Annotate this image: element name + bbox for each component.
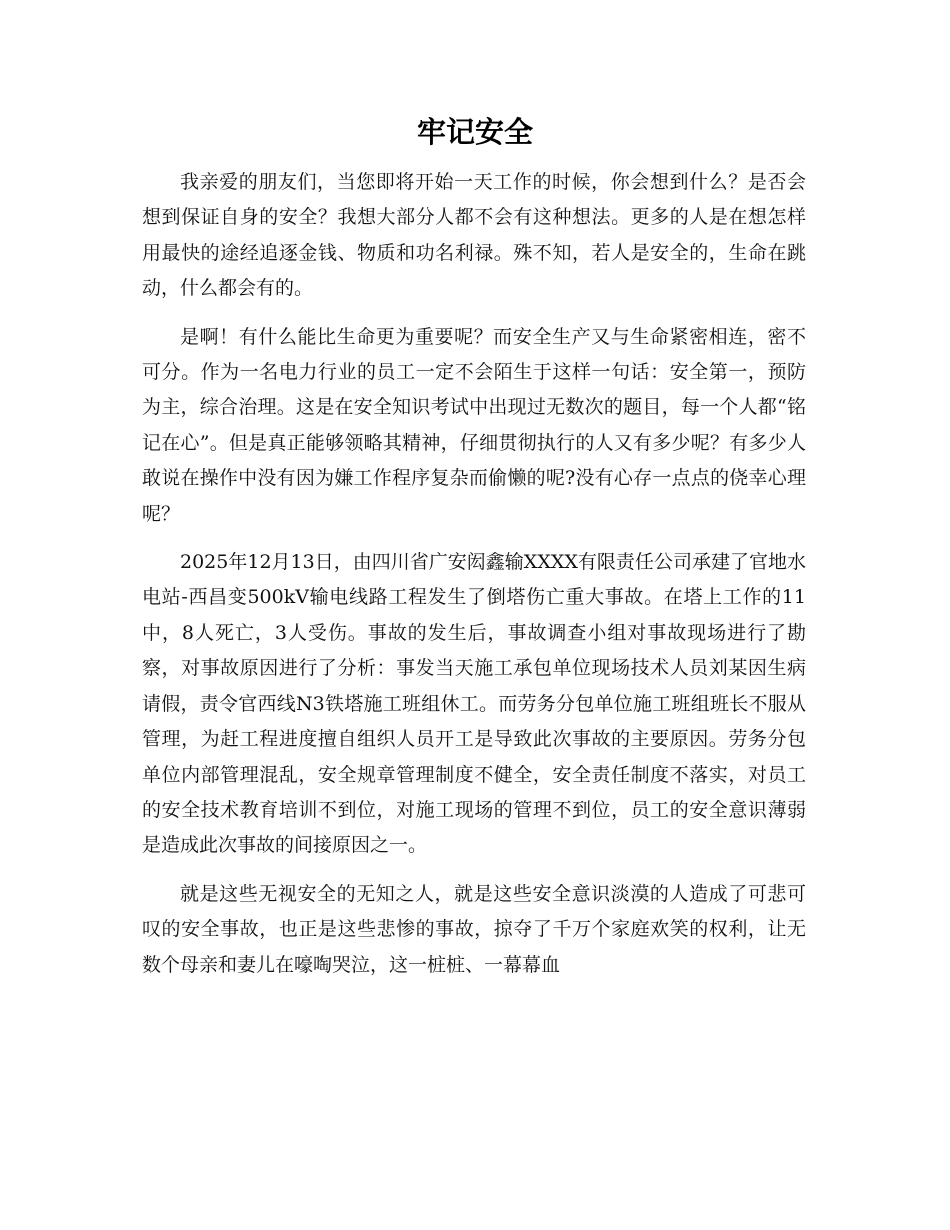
document-body xyxy=(142,165,806,996)
paragraph-4: 就是这些无视安全的无知之人，就是这些安全意识淡漠的人造成了可悲可叹的安全事故，也正是这些悲惨的事故，掠夺了千万个家庭欢笑的权利，让无数个母亲和妻儿在嚎啕哭泣，这一桩桩、一幕幕血 xyxy=(142,882,806,976)
paragraph-3: 2025年12月13日，由四川省广安闳鑫输XXXX有限责任公司承建了官地水电站-西昌变500kV输电线路工程发生了倒塔伤亡重大事故。在塔上工作的11中，8人死亡，3人受伤。事故的发生后，事故调查小组对事故现场进行了勘察，对事故原因进行了分析：事发当天施工承包单位现场技术人员刘某因生病请假，责令官西线N3铁塔施工班组休工。而劳务分包单位施工班组班长不服从管理，为赶工程进度擅自组织人员开工是导致此次事故的主要原因。劳务分包单位内部管理混乱，安全规章管理制度不健全，安全责任制度不落实，对员工的安全技术教育培训不到位，对施工现场的管理不到位，员工的安全意识薄弱是造成此次事故的间接原因之一。 xyxy=(142,551,806,857)
document-title: 牢记安全 xyxy=(416,115,533,149)
paragraph-1: 我亲爱的朋友们，当您即将开始一天工作的时候，你会想到什么？是否会想到保证自身的安全？我想大部分人都不会有这种想法。更多的人是在想怎样用最快的途经追逐金钱、物质和功名利禄。殊不知，若人是安全的，生命在跳动，什么都会有的。 xyxy=(142,171,806,300)
paragraph-2: 是啊！有什么能比生命更为重要呢？而安全生产又与生命紧密相连，密不可分。作为一名电力行业的员工一定不会陌生于这样一句话：安全第一，预防为主，综合治理。这是在安全知识考试中出现过无数次的题目，每一个人都“铭记在心”。但是真正能够领略其精神，仔细贯彻执行的人又有多少呢？有多少人敢说在操作中没有因为嫌工作程序复杂而偷懒的呢?没有心存一点点的侥幸心理呢？ xyxy=(142,325,806,525)
